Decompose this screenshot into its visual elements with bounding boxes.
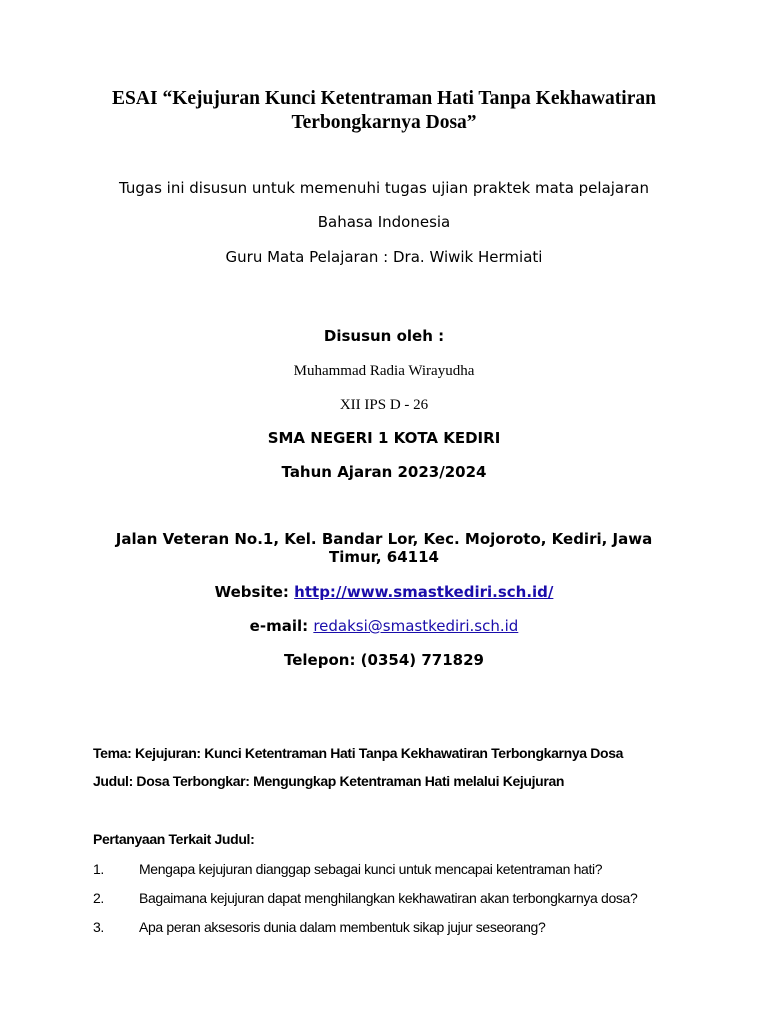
- email-link[interactable]: redaksi@smastkediri.sch.id: [313, 617, 519, 635]
- phone-line: Telepon: (0354) 771829: [284, 651, 484, 669]
- author-name: Muhammad Radia Wirayudha: [293, 363, 475, 379]
- list-item: [0, 918, 768, 936]
- website-line: [0, 583, 768, 601]
- purpose-line-1: Tugas ini disusun untuk memenuhi tugas ujian praktek mata pelajaran: [118, 179, 649, 197]
- school-name: SMA NEGERI 1 KOTA KEDIRI: [267, 429, 501, 447]
- author-heading: Disusun oleh :: [323, 327, 445, 345]
- list-item: [0, 889, 768, 907]
- school-year: Tahun Ajaran 2023/2024: [281, 463, 487, 481]
- website-label: Website:: [214, 583, 289, 601]
- question-text: Apa peran aksesoris dunia dalam membentuk sikap jujur seseorang?: [139, 919, 546, 935]
- school-address: Jalan Veteran No.1, Kel. Bandar Lor, Kec. Mojoroto, Kediri, Jawa Timur, 64114: [115, 530, 653, 566]
- question-number: 2.: [93, 890, 104, 906]
- questions-heading: Pertanyaan Terkait Judul:: [93, 831, 255, 847]
- purpose-line-2: Bahasa Indonesia: [317, 213, 451, 231]
- question-text: Mengapa kejujuran dianggap sebagai kunci untuk mencapai ketentraman hati?: [139, 861, 603, 877]
- teacher-line: Guru Mata Pelajaran : Dra. Wiwik Hermiati: [225, 248, 543, 266]
- judul-line: Judul: Dosa Terbongkar: Mengungkap Ketentraman Hati melalui Kejujuran: [93, 773, 565, 789]
- essay-title: ESAI “Kejujuran Kunci Ketentraman Hati Tanpa Kekhawatiran Terbongkarnya Dosa”: [112, 88, 656, 133]
- question-number: 1.: [93, 861, 104, 877]
- website-link[interactable]: http://www.smastkediri.sch.id/: [294, 583, 554, 601]
- email-label: e-mail:: [249, 617, 309, 635]
- theme-line: Tema: Kejujuran: Kunci Ketentraman Hati Tanpa Kekhawatiran Terbongkarnya Dosa: [93, 745, 624, 761]
- question-text: Bagaimana kejujuran dapat menghilangkan kekhawatiran akan terbongkarnya dosa?: [139, 890, 638, 906]
- email-line: [0, 617, 768, 635]
- list-item: [0, 860, 768, 878]
- author-class: XII IPS D - 26: [339, 397, 429, 413]
- question-number: 3.: [93, 919, 104, 935]
